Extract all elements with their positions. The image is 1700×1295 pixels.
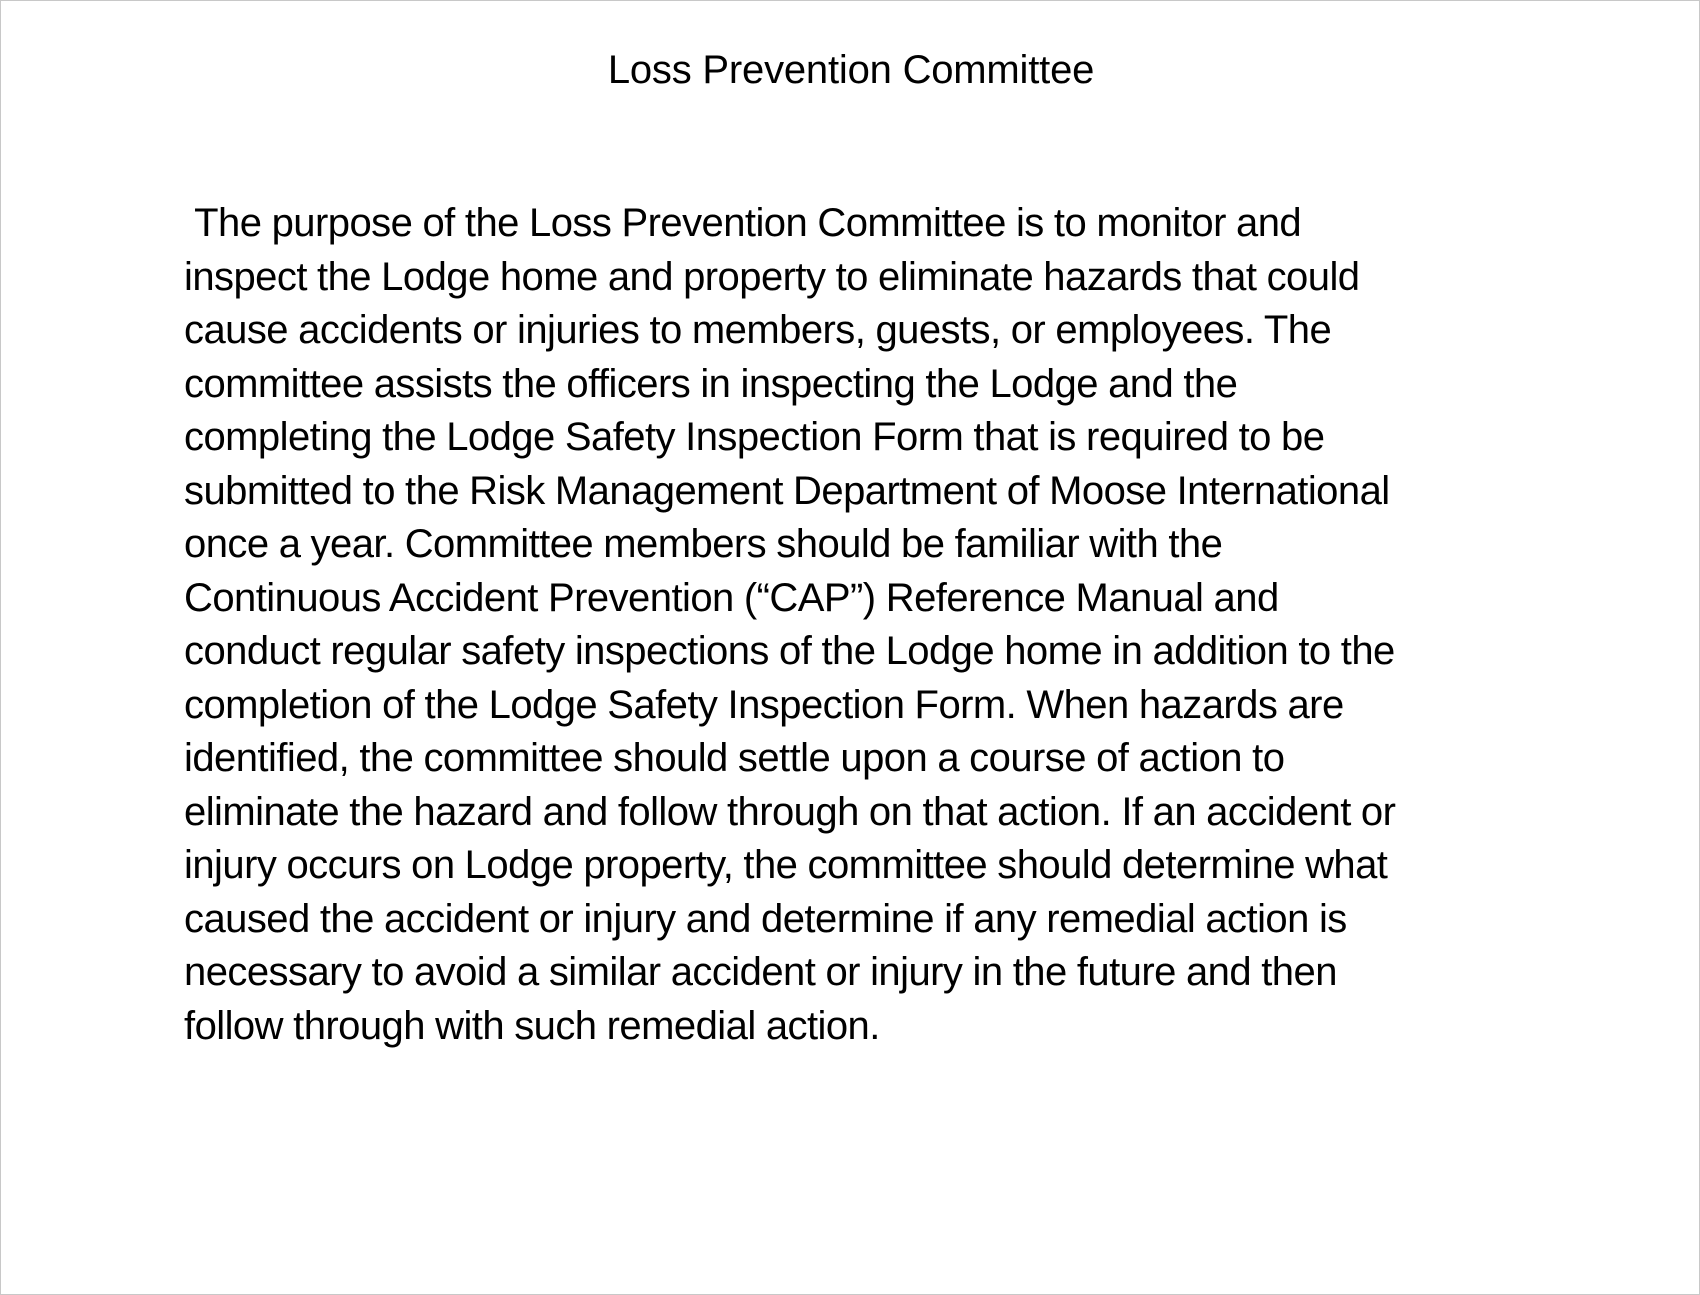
slide-body-text-box <box>184 197 1406 1053</box>
body-paragraph: The purpose of the Loss Prevention Committee is to monitor and inspect the Lodge home and property to eliminate hazards that could cause accidents or injuries to members, guests, or employees. The committee assists the officers in inspecting the Lodge and the completing the Lodge Safety Inspection Form that is required to be submitted to the Risk Management Department of Moose International once a year. Committee members should be familiar with the Continuous Accident Prevention (“CAP”) Reference Manual and conduct regular safety inspections of the Lodge home in addition to the completion of the Lodge Safety Inspection Form. When hazards are identified, the committee should settle upon a course of action to eliminate the hazard and follow through on that action. If an accident or injury occurs on Lodge property, the committee should determine what caused the accident or injury and determine if any remedial action is necessary to avoid a similar accident or injury in the future and then follow through with such remedial action. <box>184 201 1406 1048</box>
page-title: Loss Prevention Committee <box>607 48 1095 92</box>
